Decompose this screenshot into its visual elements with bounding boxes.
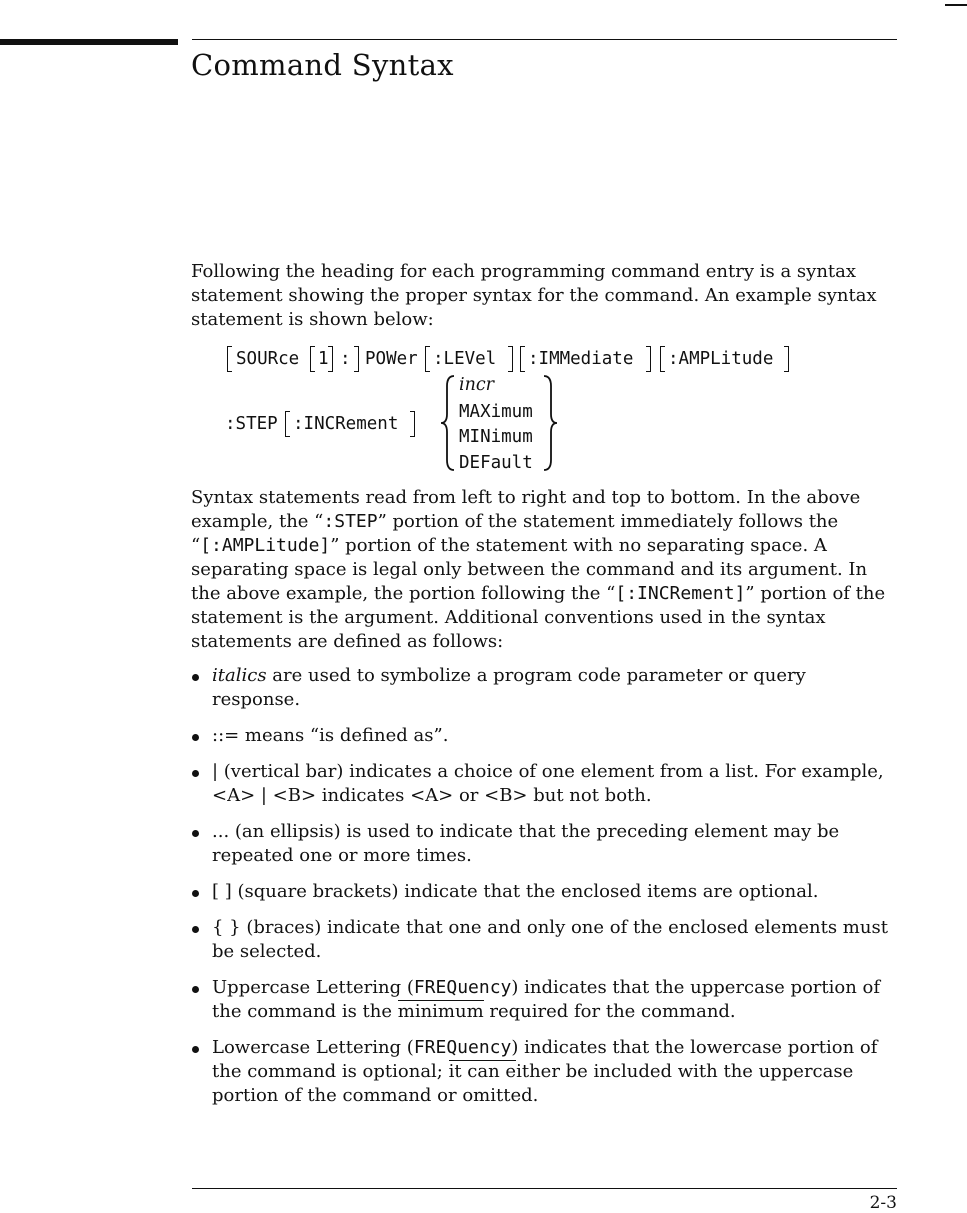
inline-code: [:INCRement]	[615, 583, 746, 604]
list-item: ::= means “is defined as”.	[191, 724, 897, 748]
syntax-source: SOURce	[236, 349, 300, 369]
footer-rule	[192, 1188, 897, 1189]
syntax-channel: 1	[318, 349, 329, 369]
bracket-open	[660, 346, 665, 372]
corner-mark	[945, 4, 967, 6]
syntax-increment: :INCRement	[293, 414, 399, 434]
syntax-colon: :	[340, 349, 351, 369]
syntax-immediate: :IMMediate	[528, 349, 634, 369]
bullet-icon	[192, 734, 199, 741]
bullet-icon	[192, 830, 199, 837]
bullet-icon	[192, 926, 199, 933]
bullet-icon	[192, 986, 199, 993]
list-item: { } (braces) indicate that one and only one of the enclosed elements must be selected.	[191, 916, 897, 964]
header-rule	[192, 39, 897, 40]
bullet-icon	[192, 674, 199, 681]
inline-code: FREQuency	[413, 977, 512, 998]
conventions-list	[191, 664, 897, 1120]
bracket-close	[354, 346, 359, 372]
arg-incr: incr	[459, 375, 495, 395]
list-item: Lowercase Lettering (FREQuency) indicates that the lowercase portion of the command is optional; it can either be included with the uppercase portion of the command or omitted.	[191, 1036, 897, 1108]
inline-code: FREQuency	[413, 1037, 512, 1058]
list-item: Uppercase Lettering (FREQuency) indicates that the uppercase portion of the command is the minimum required for the command.	[191, 976, 897, 1024]
bracket-open	[425, 346, 430, 372]
inline-code: :STEP	[323, 511, 378, 532]
syntax-power: POWer	[365, 349, 418, 369]
page-number: 2-3	[869, 1193, 897, 1213]
arg-minimum: MINimum	[459, 427, 533, 447]
overlined-text: it can e	[448, 1061, 517, 1082]
bracket-open	[227, 346, 232, 372]
arg-maximum: MAXimum	[459, 402, 533, 422]
bracket-close	[508, 346, 513, 372]
list-item: ... (an ellipsis) is used to indicate that the preceding element may be repeated one or more times.	[191, 820, 897, 868]
inline-code: [:AMPLitude]	[200, 535, 331, 556]
list-item: [ ] (square brackets) indicate that the enclosed items are optional.	[191, 880, 897, 904]
syntax-step: :STEP	[225, 414, 278, 434]
bracket-close	[328, 346, 333, 372]
left-brace	[438, 374, 460, 472]
list-item: italics are used to symbolize a program code parameter or query response.	[191, 664, 897, 712]
list-item: | (vertical bar) indicates a choice of one element from a list. For example, <A> | <B> indicates <A> or <B> but not both.	[191, 760, 897, 808]
bullet-icon	[192, 890, 199, 897]
intro-paragraph: Following the heading for each programming command entry is a syntax statement showing the proper syntax for the command. An example syntax statement is shown below:	[191, 261, 877, 330]
bullet-icon	[192, 770, 199, 777]
overlined-text: minimum	[397, 1001, 484, 1022]
bullet-icon	[192, 1046, 199, 1053]
bracket-close	[646, 346, 651, 372]
bracket-close	[784, 346, 789, 372]
bracket-close	[410, 411, 415, 437]
arg-default: DEFault	[459, 453, 533, 473]
syntax-amplitude: :AMPLitude	[668, 349, 774, 369]
bracket-open	[310, 346, 315, 372]
bracket-open	[520, 346, 525, 372]
syntax-level: :LEVel	[433, 349, 497, 369]
page-title: Command Syntax	[191, 48, 454, 82]
right-brace	[538, 374, 560, 472]
bracket-open	[285, 411, 290, 437]
explanation-paragraph: Syntax statements read from left to right and top to bottom. In the above example, the “:STEP” portion of the statement immediately follows the “[:AMPLitude]” portion of the statement with no separating space. A separating space is legal only between the command and its argument. In the above example, the portion following the “[:INCRement]” portion of the statement is the argument. Additional conventions used in the syntax statements are defined as follows:	[191, 487, 886, 652]
section-tab-bar	[0, 39, 178, 45]
